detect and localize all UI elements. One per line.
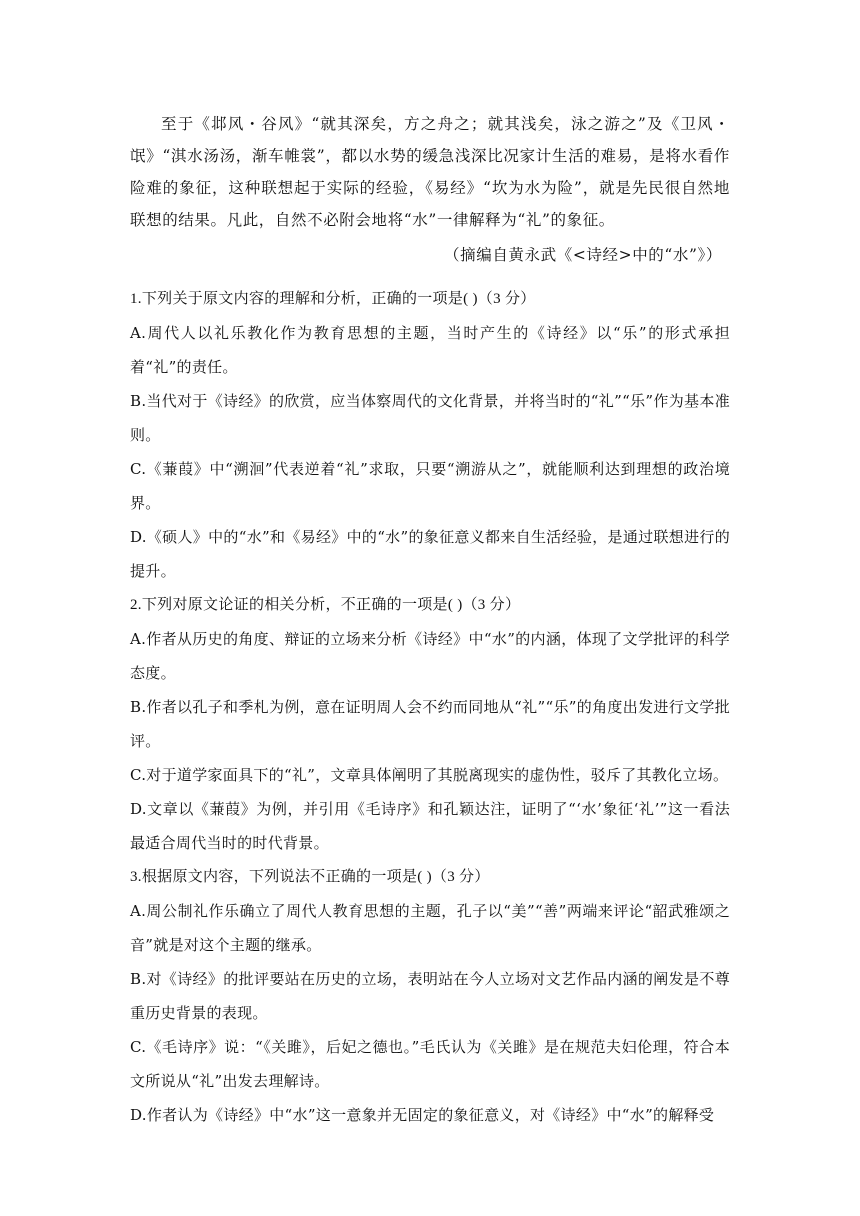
- option-d: D.作者认为《诗经》中“水”这一意象并无固定的象征意义，对《诗经》中“水”的解释受: [130, 1106, 715, 1124]
- option-c: C.对于道学家面具下的“礼”，文章具体阐明了其脱离现实的虚伪性，驳斥了其教化立场。: [130, 766, 729, 784]
- option-a: A.作者从历史的角度、辩证的立场来分析《诗经》中“水”的内涵，体现了文学批评的科学态度。: [130, 630, 730, 682]
- option-c: C.《蒹葭》中“溯洄”代表逆着“礼”求取，只要“溯游从之”，就能顺利达到理想的政治境界。: [130, 460, 730, 512]
- option-a: A.周代人以礼乐教化作为教育思想的主题，当时产生的《诗经》以“乐”的形式承担着“礼”的责任。: [130, 324, 730, 376]
- question-stem: 1.下列关于原文内容的理解和分析，正确的一项是( )（3 分）: [130, 291, 536, 307]
- question-stem: 3.根据原文内容，下列说法不正确的一项是( )（3 分）: [130, 869, 490, 885]
- passage-source: （摘编自黄永武《<诗经>中的“水”》）: [444, 246, 722, 264]
- question-2: [130, 588, 730, 860]
- option-d: D.《硕人》中的“水”和《易经》中的“水”的象征意义都来自生活经验，是通过联想进行的提升。: [130, 528, 730, 580]
- option-b: B.对《诗经》的批评要站在历史的立场，表明站在今人立场对文艺作品内涵的阐发是不尊重历史背景的表现。: [130, 970, 730, 1022]
- question-3: [130, 860, 730, 1132]
- question-stem: 2.下列对原文论证的相关分析，不正确的一项是( )（3 分）: [130, 597, 521, 613]
- option-b: B.作者以孔子和季札为例，意在证明周人会不约而同地从“礼”“乐”的角度出发进行文学批评。: [130, 698, 730, 750]
- option-c: C.《毛诗序》说：“《关雎》，后妃之德也。”毛氏认为《关雎》是在规范夫妇伦理，符合本文所说从“礼”出发去理解诗。: [130, 1038, 730, 1090]
- question-1: [130, 282, 730, 588]
- passage: [130, 108, 730, 270]
- option-b: B.当代对于《诗经》的欣赏，应当体察周代的文化背景，并将当时的“礼”“乐”作为基本准则。: [130, 392, 730, 444]
- passage-paragraph: 至于《邶风・谷风》“就其深矣，方之舟之；就其浅矣，泳之游之”及《卫风・氓》“淇水汤汤，渐车帷裳”，都以水势的缓急浅深比况家计生活的难易，是将水看作险难的象征，这种联想起于实际的经验，《易经》“坎为水为险”，就是先民很自然地联想的结果。凡此，自然不必附会地将“水”一律解释为“礼”的象征。: [130, 115, 730, 229]
- option-d: D.文章以《蒹葭》为例，并引用《毛诗序》和孔颖达注，证明了“‘水’象征‘礼’”这一看法最适合周代当时的时代背景。: [130, 800, 730, 852]
- question-list: [130, 282, 730, 1132]
- option-a: A.周公制礼作乐确立了周代人教育思想的主题，孔子以“美”“善”两端来评论“韶武雅颂之音”就是对这个主题的继承。: [130, 902, 730, 954]
